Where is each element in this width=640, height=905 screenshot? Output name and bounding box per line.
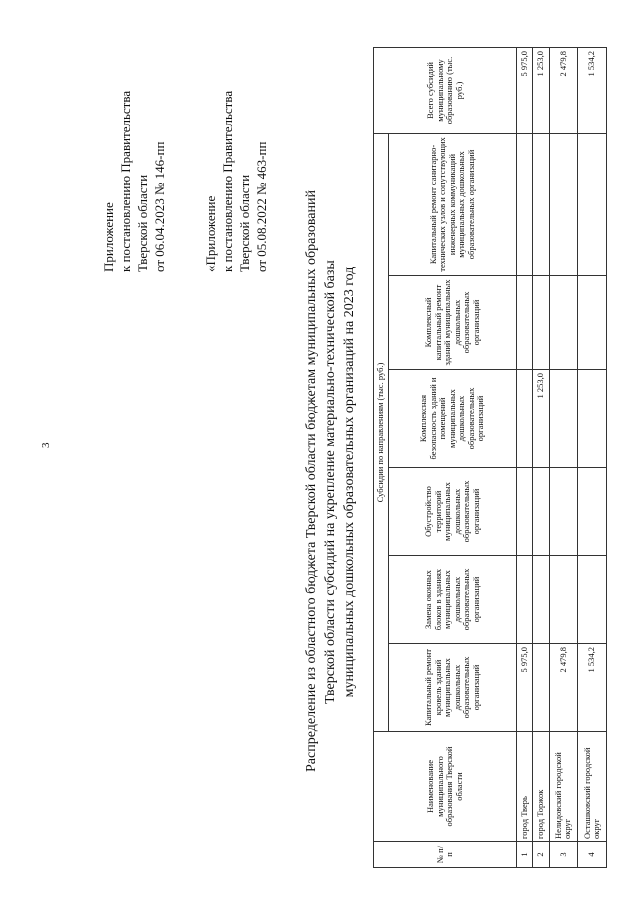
- row-name: Осташковский городской округ: [578, 732, 607, 842]
- row-num: 1: [517, 842, 533, 868]
- header-group: Субсидии по направлениям (тыс. руб.): [374, 133, 389, 731]
- header-col-f: Капитальный ремонт санитарно-технических узлов и сопутствующих инженерных коммуникаций муниципальных дошкольных образовательных организаций: [389, 133, 517, 275]
- table-row: [578, 47, 607, 867]
- row-num: 4: [578, 842, 607, 868]
- row-col-f: [517, 133, 533, 275]
- row-col-d: [549, 370, 578, 468]
- title-line1: Распределение из областного бюджета Тверской области бюджетам муниципальных образований: [304, 190, 319, 772]
- appendix-new-line2: к постановлению Правительства: [118, 90, 133, 272]
- header-name: Наименование муниципального образования Тверской области: [374, 732, 517, 842]
- row-col-e: [578, 276, 607, 370]
- row-total: 5 975,0: [517, 47, 533, 133]
- row-num: 2: [533, 842, 549, 868]
- appendix-old-line4: от 05.08.2022 № 463-пп: [254, 141, 269, 272]
- row-total: 1 534,2: [578, 47, 607, 133]
- row-col-c: [549, 468, 578, 556]
- row-col-f: [578, 133, 607, 275]
- row-name: город Тверь: [517, 732, 533, 842]
- document-title: [302, 192, 359, 772]
- row-total: 2 479,8: [549, 47, 578, 133]
- row-total: 1 253,0: [533, 47, 549, 133]
- row-col-e: [549, 276, 578, 370]
- table-row: [517, 47, 533, 867]
- row-col-e: [533, 276, 549, 370]
- row-col-c: [517, 468, 533, 556]
- appendix-old-block: [202, 91, 270, 272]
- row-col-f: [549, 133, 578, 275]
- table-row: [533, 47, 549, 867]
- appendix-new-line3: Тверской области: [135, 174, 150, 272]
- title-line3: муниципальных дошкольных образовательных организаций на 2023 год: [342, 266, 357, 698]
- appendix-new-block: [100, 91, 168, 272]
- row-col-b: [578, 556, 607, 644]
- appendix-old-line2: к постановлению Правительства: [220, 90, 235, 272]
- header-col-c: Обустройство территорий муниципальных дошкольных образовательных организаций: [389, 468, 517, 556]
- row-name: Нелидовский городской округ: [549, 732, 578, 842]
- row-col-c: [578, 468, 607, 556]
- row-col-d: [517, 370, 533, 468]
- row-col-d: 1 253,0: [533, 370, 549, 468]
- row-num: 3: [549, 842, 578, 868]
- header-col-a: Капитальный ремонт кровель зданий муниципальных дошкольных образовательных организаций: [389, 644, 517, 732]
- title-line2: Тверской области субсидий на укрепление материально-технической базы: [323, 260, 338, 704]
- row-col-c: [533, 468, 549, 556]
- appendix-old-line1: «Приложение: [203, 195, 218, 272]
- row-col-a: 5 975,0: [517, 644, 533, 732]
- row-col-b: [533, 556, 549, 644]
- appendix-new-line1: Приложение: [101, 202, 116, 272]
- table-row: [549, 47, 578, 867]
- subsidy-table-wrap: [373, 48, 607, 868]
- header-total: Всего субсидий муниципальному образованию (тыс. руб.): [374, 47, 517, 133]
- row-col-b: [517, 556, 533, 644]
- row-col-f: [533, 133, 549, 275]
- row-col-b: [549, 556, 578, 644]
- appendix-new-line4: от 06.04.2023 № 146-пп: [152, 141, 167, 272]
- row-col-a: 1 534,2: [578, 644, 607, 732]
- header-col-e: Комплексный капитальный ремонт зданий муниципальных дошкольных образовательных организаций: [389, 276, 517, 370]
- header-num: № п/п: [374, 842, 517, 868]
- appendix-old-line3: Тверской области: [237, 174, 252, 272]
- header-col-d: Комплексная безопасность зданий и помещений муниципальных дошкольных образовательных организаций: [389, 370, 517, 468]
- row-col-a: 2 479,8: [549, 644, 578, 732]
- row-col-e: [517, 276, 533, 370]
- row-col-d: [578, 370, 607, 468]
- subsidy-table: [373, 47, 607, 868]
- header-col-b: Замена оконных блоков в зданиях муниципальных дошкольных образовательных организаций: [389, 556, 517, 644]
- row-col-a: [533, 644, 549, 732]
- page-number: 3: [40, 442, 52, 448]
- row-name: город Торжок: [533, 732, 549, 842]
